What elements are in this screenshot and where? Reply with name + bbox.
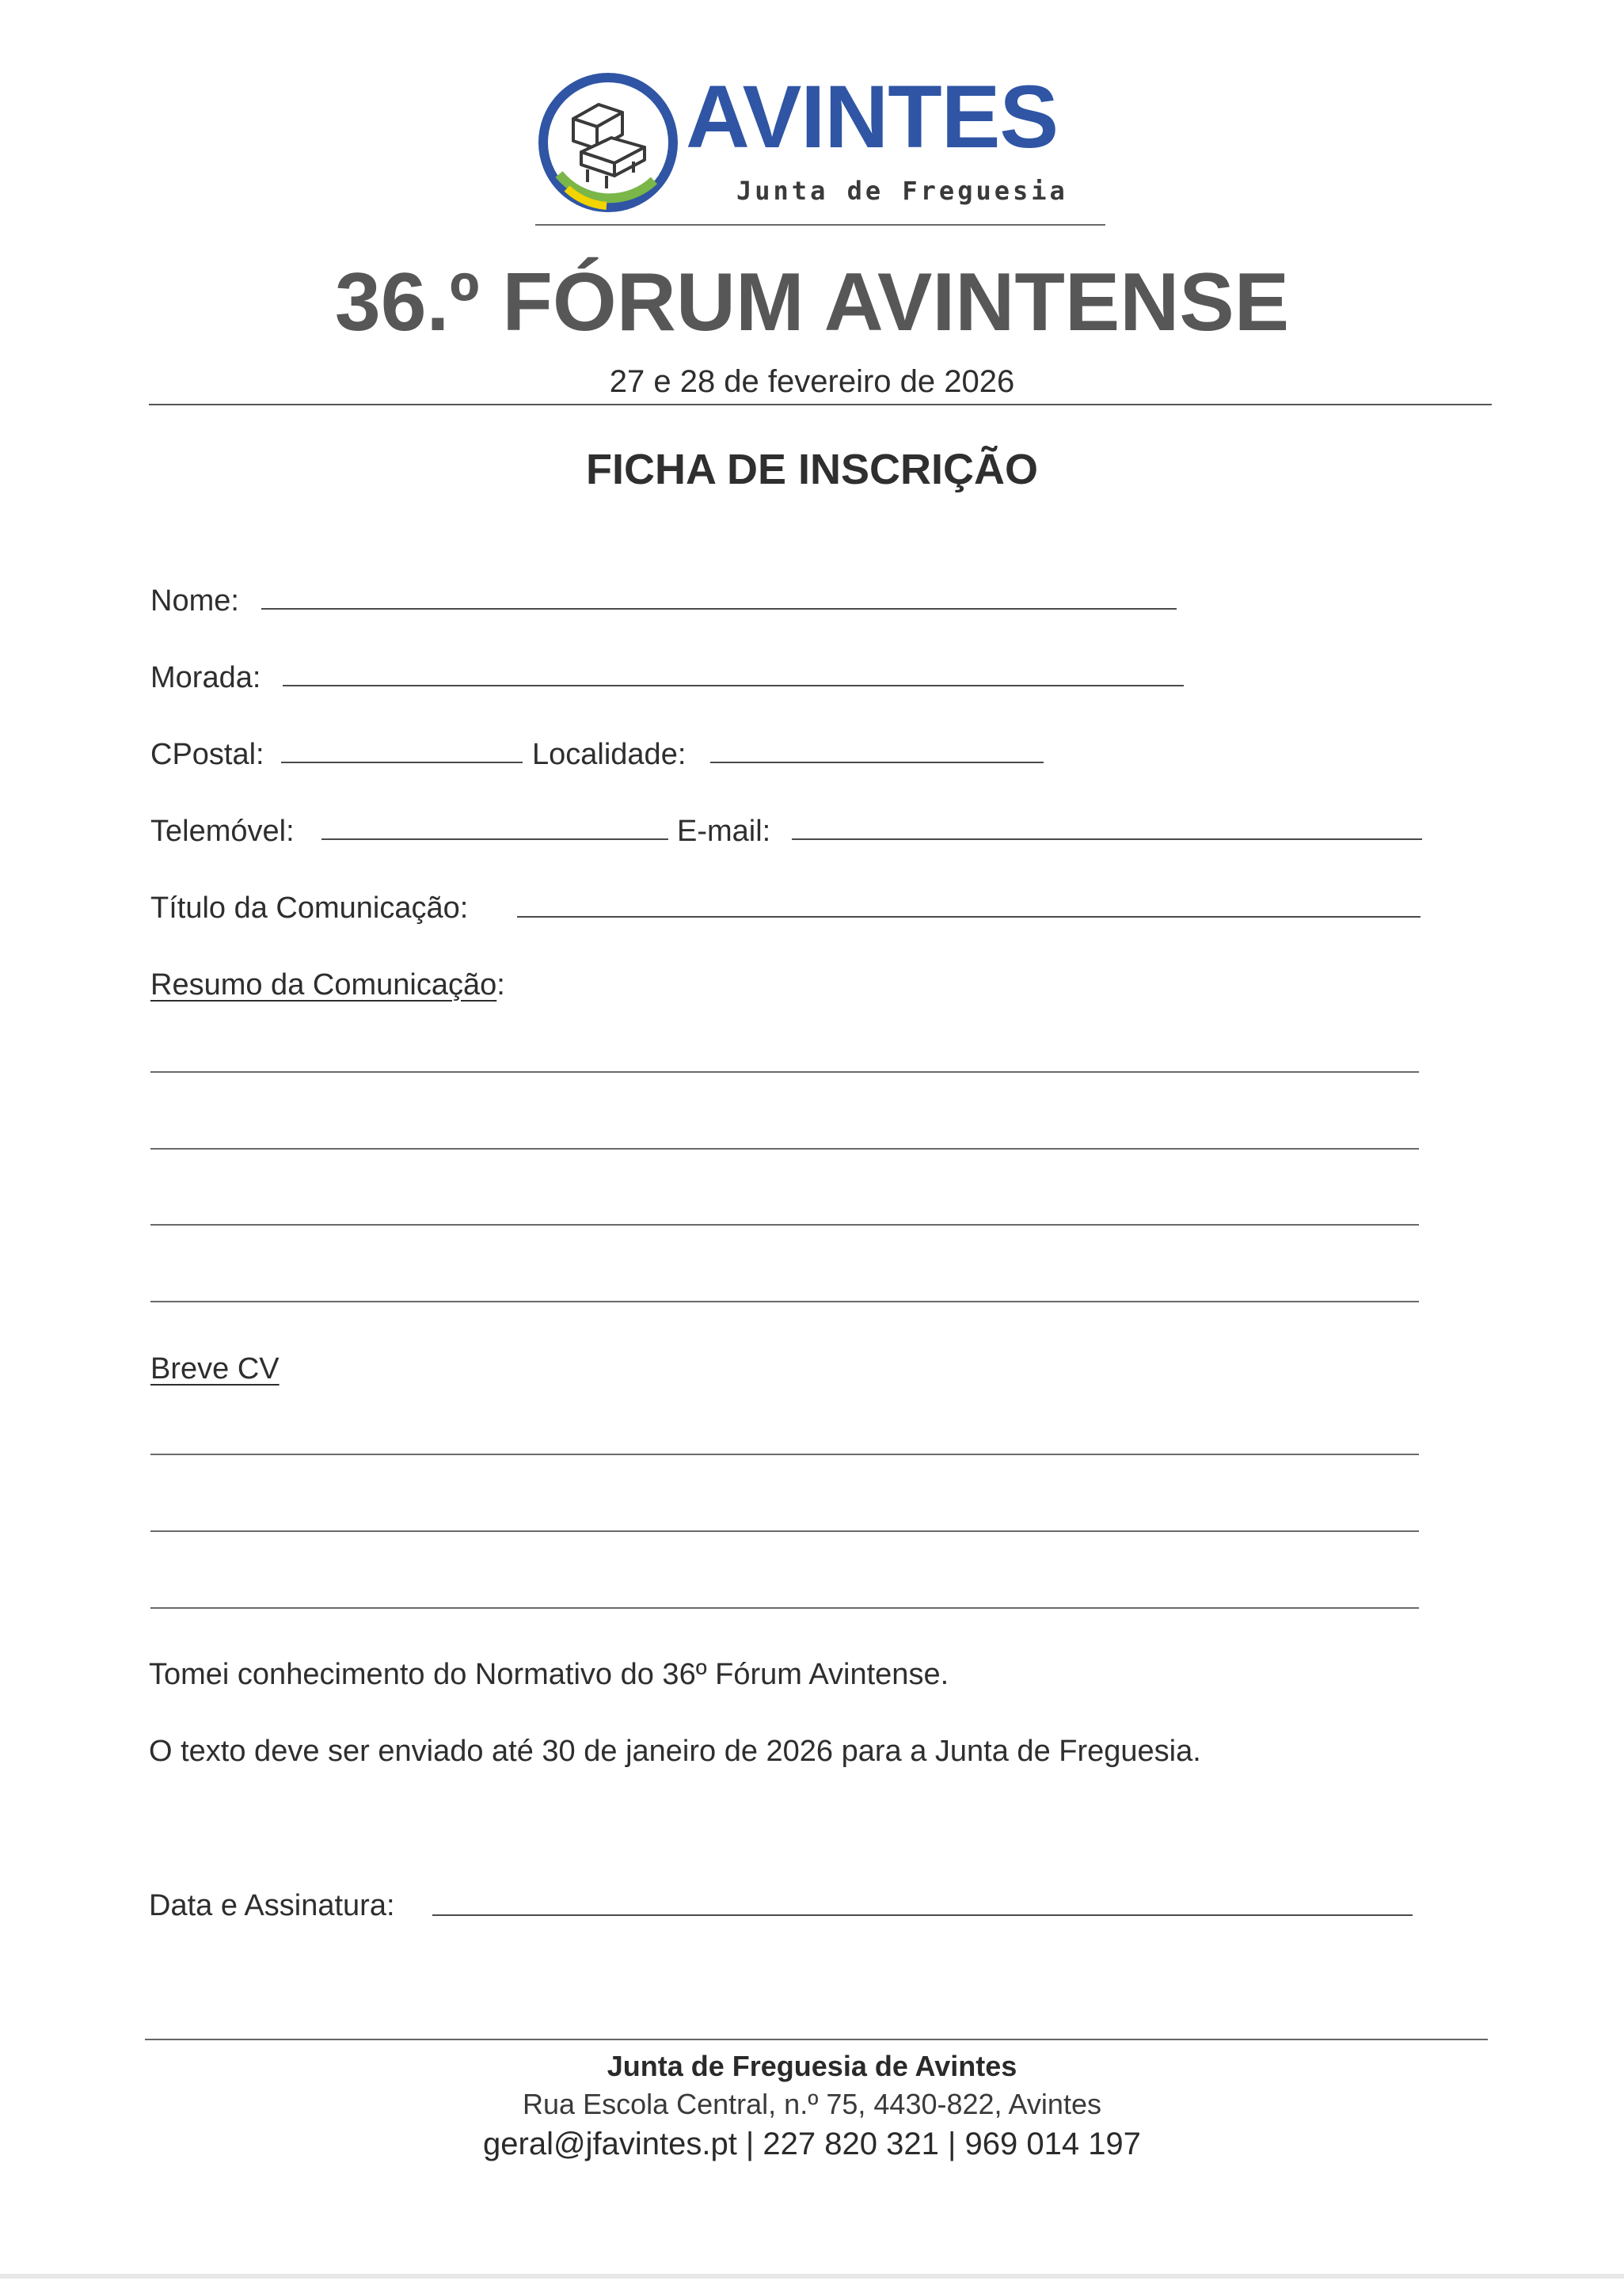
nome-label: Nome: bbox=[150, 584, 239, 618]
footer-divider bbox=[145, 2039, 1488, 2040]
deadline-statement: O texto deve ser enviado até 30 de janeiro de 2026 para a Junta de Freguesia. bbox=[149, 1735, 1201, 1768]
event-title: 36.º FÓRUM AVINTENSE bbox=[334, 257, 1290, 348]
cv-line-3[interactable] bbox=[150, 1607, 1419, 1609]
resumo-label bbox=[150, 970, 505, 1000]
localidade-field[interactable] bbox=[710, 762, 1044, 763]
morada-label: Morada: bbox=[150, 661, 261, 694]
normativo-statement: Tomei conhecimento do Normativo do 36º Fórum Avintense. bbox=[149, 1658, 949, 1691]
resumo-line-2[interactable] bbox=[150, 1148, 1419, 1150]
form-title: FICHA DE INSCRIÇÃO bbox=[585, 446, 1038, 493]
scan-edge bbox=[0, 2274, 1624, 2279]
resumo-label-text: Resumo da Comunicação bbox=[150, 968, 497, 1002]
resumo-line-3[interactable] bbox=[150, 1224, 1419, 1226]
localidade-label: Localidade: bbox=[532, 738, 686, 771]
footer-organization: Junta de Freguesia de Avintes bbox=[607, 2050, 1017, 2082]
logo-subtitle: Junta de Freguesia bbox=[736, 176, 1068, 206]
cv-line-2[interactable] bbox=[150, 1530, 1419, 1532]
resumo-line-4[interactable] bbox=[150, 1301, 1419, 1302]
email-label: E-mail: bbox=[677, 815, 771, 848]
cpostal-field[interactable] bbox=[281, 762, 523, 763]
titulo-field[interactable] bbox=[517, 916, 1421, 918]
telemovel-label: Telemóvel: bbox=[150, 815, 295, 848]
avintes-logo-emblem bbox=[535, 70, 681, 215]
resumo-line-1[interactable] bbox=[150, 1071, 1419, 1073]
cpostal-label: CPostal: bbox=[150, 738, 264, 771]
header-divider bbox=[149, 404, 1492, 405]
resumo-label-colon: : bbox=[496, 968, 505, 1002]
assinatura-field[interactable] bbox=[432, 1914, 1413, 1916]
nome-field[interactable] bbox=[261, 608, 1177, 610]
morada-field[interactable] bbox=[283, 685, 1184, 686]
telemovel-field[interactable] bbox=[321, 838, 668, 840]
cv-line-1[interactable] bbox=[150, 1454, 1419, 1455]
footer-contact: geral@jfavintes.pt | 227 820 321 | 969 014 197 bbox=[483, 2127, 1141, 2161]
email-field[interactable] bbox=[792, 838, 1422, 840]
footer-address: Rua Escola Central, n.º 75, 4430-822, Avintes bbox=[523, 2088, 1101, 2120]
logo-divider bbox=[535, 224, 1105, 226]
logo-brand-text: AVINTES bbox=[686, 67, 1059, 166]
titulo-label: Título da Comunicação: bbox=[150, 891, 469, 925]
cv-label: Breve CV bbox=[150, 1352, 280, 1386]
event-dates: 27 e 28 de fevereiro de 2026 bbox=[609, 364, 1015, 399]
assinatura-label: Data e Assinatura: bbox=[149, 1889, 395, 1922]
